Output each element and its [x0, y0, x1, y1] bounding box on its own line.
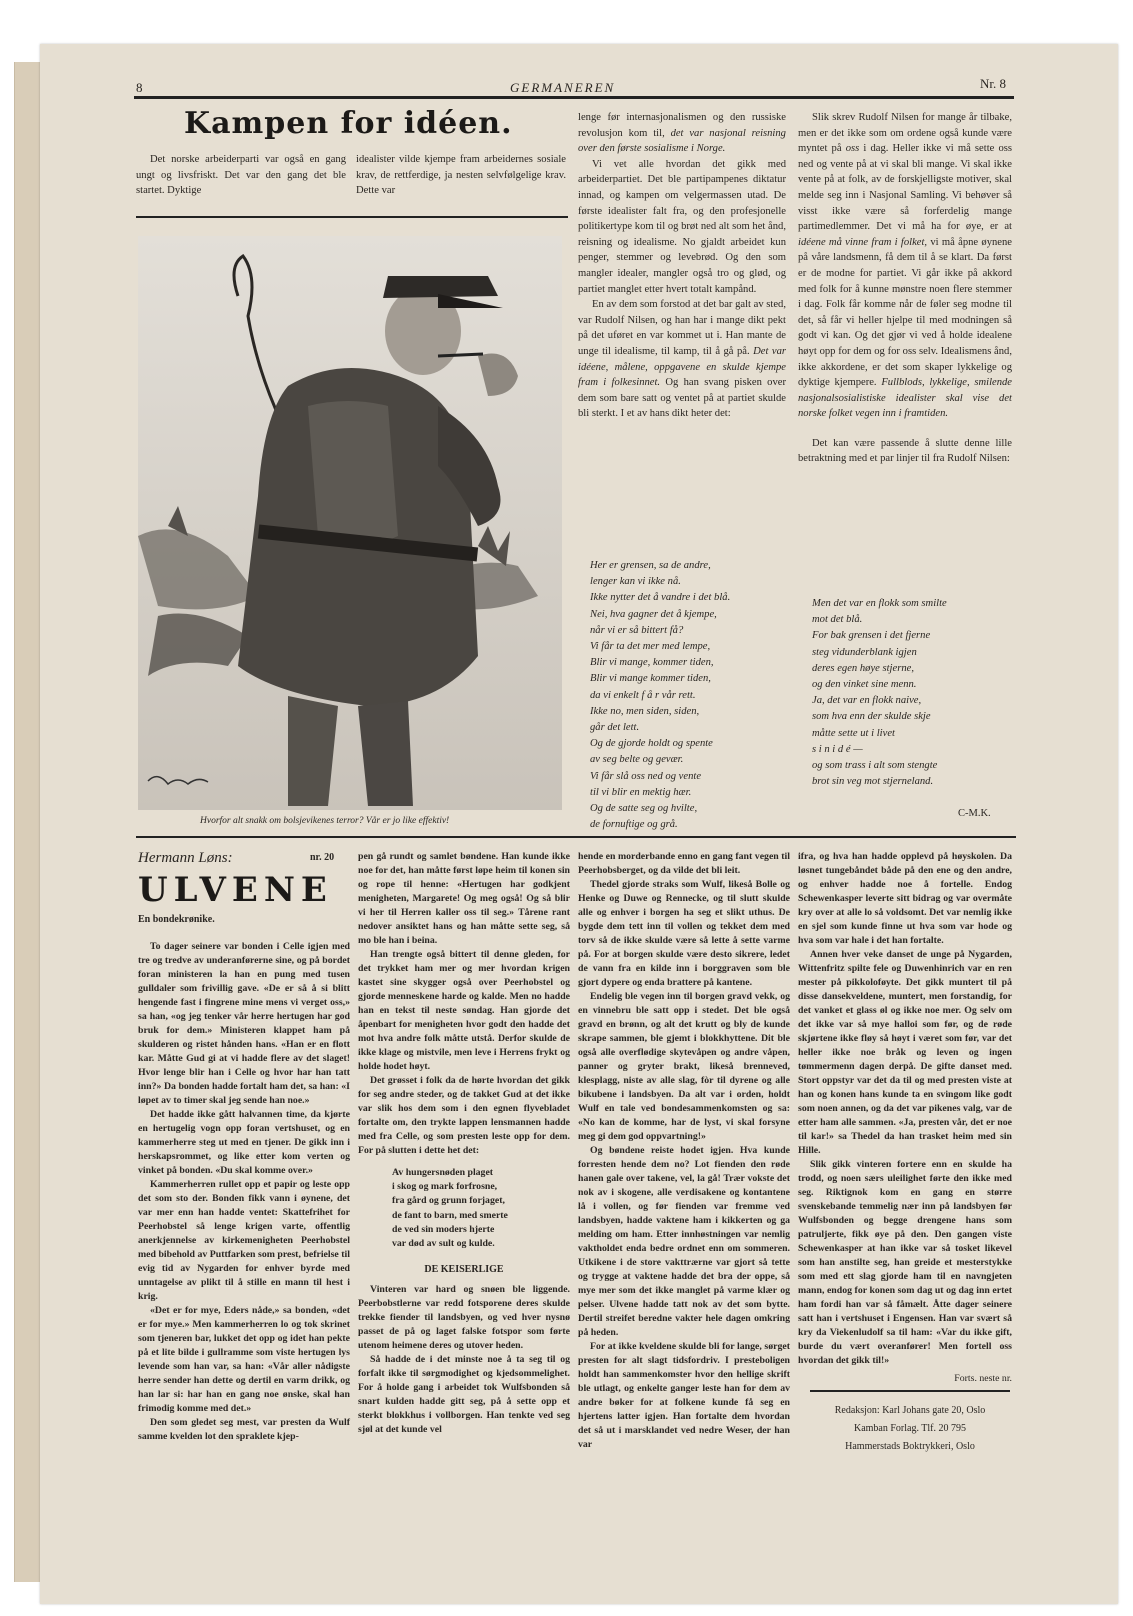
paragraph: Vinteren var hard og snøen ble liggende. Peerbobstlerne var redd fotsporene deres skulde trekke fiender til landsbyen, og ved hver nysnø passet de på og laget falske fotspor som førte utenom heimene deres og utover heden. — [358, 1284, 570, 1352]
paragraph: Vi vet alle hvordan det gikk med arbeiderpartiet. Det ble partipampenes diktatur innad, og kampen om velgermassen utad. De første idealister falt fra, og den profesjonelle politikertype kom til og brøt ned alt som het ånd, reisning og idealisme. No gjaldt arbeidet kun penger, stemmer og levebrød. Og den som mangler idealer, mangler også tro og glød, og partiet manglet etter hvert totalt kampånd. — [578, 158, 786, 295]
paragraph: Det hadde ikke gått halvannen time, da kjørte en hertugelig vogn opp foran vertshuset, og en kammerherre steg ut med en tjener. De gikk inn i herskapsrommet, og like etter kom verten og vinket på bonden. «Du skal komme over.» — [138, 1109, 350, 1176]
poem-line: steg vidunderblank igjen — [812, 646, 917, 658]
poem-line: Blir vi mange, kommer tiden, — [590, 657, 714, 669]
story-title: ULVENE — [138, 870, 333, 910]
poem-line: var død av sult og kulde. — [392, 1238, 495, 1250]
poem-line: og den vinket sine menn. — [812, 679, 917, 691]
text-run: En av dem som forstod at det bar galt av sted, var Rudolf Nilsen, og han har i mange dikt pekt på det uføret en var kommet ut i. Han mante de unge til idealisme, til kamp, til å gå på. — [578, 299, 786, 357]
article-intro-col1 — [136, 152, 346, 199]
poem-line: som hva enn der skulde skje — [812, 711, 931, 723]
poem-line: de fornuftige og grå. — [590, 819, 678, 831]
publication-name: GERMANEREN — [510, 80, 616, 95]
poem-line: Men det var en flokk som smilte — [812, 598, 947, 609]
illustration-caption: Hvorfor alt snakk om bolsjevikenes terror? Vår er jo like effektiv! — [200, 816, 450, 826]
poem-line: mot det blå. — [812, 614, 863, 626]
paragraph: pen gå rundt og samlet bøndene. Han kunde ikke noe for det, han måtte først løpe heim til konen sin og rope til henne: «Hertugen har godkjent menigheten, Margarete! Og meg også! Og så blir vi her til Herren kaller oss til seg.» Tårene rant nedover ansiktet hans og han måtte sette seg, så mo ble han i beina. — [358, 851, 570, 946]
poem-line: når vi er så bittert få? — [590, 624, 684, 636]
paragraph: Så hadde de i det minste noe å ta seg til og forfalt ikke til sørgmodighet og kjedsommelighet. For å holde gang i arbeidet tok Wulfsbonden så snart kulden hadde gitt seg, på å sette opp et sterkt blokkhus i vollborgen. Han tenkte ved seg sjøl at det kunde vel — [358, 1354, 570, 1436]
section-heading: DE KEISERLIGE — [424, 1264, 504, 1276]
paragraph: Den som gledet seg mest, var presten da Wulf samme kvelden lot den spraklete kjep- — [138, 1417, 350, 1442]
section-divider — [136, 836, 1016, 838]
paragraph: Det grøsset i folk da de hørte hvordan det gikk for seg andre steder, og de takket Gud at det ikke var slik hos dem som i den egnen flyvebladet fortalte om, den trykte lappen lensmannen hadde med fra Celle, og som presten leste opp for dem. For på slutten i dette het det: — [358, 1075, 570, 1156]
paragraph: To dager seinere var bonden i Celle igjen med tre og tredve av underanførerne sine, og på bordet foran ministeren la han en pung med tusen gulldaler som frivillig gave. «De er så å si blitt hengende fast i fingrene mine mens vi verget oss,» sa han, «og jeg tenker vår herre hertugen har god bruk for dem.» Ministeren klappet ham på skulderen og ristet hånden hans. «Han er en flott kar. Måtte Gud gi at vi hadde flere av det slaget! Hvor lenge blir han i Celle og hvor har han tatt inn?» Da bonden hadde fortalt ham det, sa han: «I løpet av to timer skal jeg sende han noe.» — [138, 941, 350, 1106]
text-run: i dag. Heller ikke vi må sette oss ned og vente på at vi skal bli mange. Vi skal ikke vente på at folk, av de forskjelligste motiver, skal melde seg inn i Nasjonal Samling. Vi behøver så visst ikke være så forferdelig mange partimedlemmer. Det vi må ha for øye, er at — [798, 143, 1013, 233]
italic-text-run: Fullblods, lykkelige, smilende nasjonalsosialistiske idealister skal vise det norske folket vegen inn i framtiden. — [798, 377, 1013, 420]
section-rule — [136, 216, 568, 218]
poem-line: lenger kan vi ikke nå. — [590, 576, 681, 588]
poem-line: da vi enkelt f å r vår rett. — [590, 689, 696, 701]
newspaper-page — [40, 44, 1118, 1604]
continued-notice: Forts. neste nr. — [954, 1373, 1012, 1384]
colophon-printer: Hammerstads Boktrykkeri, Oslo — [845, 1441, 975, 1452]
poem-line: Og de satte seg og hvilte, — [590, 803, 698, 815]
poem-line: Ikke no, men siden, siden, — [590, 705, 700, 717]
article-title: Kampen for idéen. — [184, 106, 513, 141]
story-col4 — [798, 850, 1012, 1386]
series-number: nr. 20 — [310, 852, 335, 863]
poem-rudolf-nilsen-1 — [590, 558, 730, 833]
poem-line: s i n i d é — — [812, 743, 863, 755]
poem-line: de ved sin moders hjerte — [392, 1223, 495, 1235]
italic-text-run: det var nasjonal reisning over den første sosialisme i Norge. — [578, 127, 786, 155]
page-number: 8 — [136, 80, 143, 95]
story-col1 — [138, 940, 350, 1444]
article-intro-col2 — [356, 152, 566, 199]
text-run: Og han svang pisken over dem som bare satt og ventet på at partiet skulde bli sterkt. I et av hans dikt heter det: — [578, 377, 786, 420]
poem-line: deres egen høye stjerne, — [812, 662, 914, 674]
story-col3 — [578, 850, 790, 1452]
paragraph: ifra, og hva han hadde opplevd på høyskolen. Da løsnet tungebåndet både på den ene og den andre, og enhver hadde noe å fortelle. Endog Schewenkasper leverte sitt bidrag og var overmåte kry over at alle lo så voldsomt. Det var nemlig ikke en sjel som kunde finne ut hva som var hode og hva som var hale i det han fortalte. — [798, 851, 1012, 946]
poem-line: For bak grensen i det fjerne — [812, 630, 931, 642]
issue-number: Nr. 8 — [980, 76, 1006, 91]
poem-line: Blir vi mange kommer tiden, — [590, 673, 711, 685]
text-run: vi må åpne øynene på våre landsmenn, få dem til å se klart. Da først er de modne for partiet. Vi går ikke på akkord med folk for å kunne mønstre noen flere stemmer i dag. Folk får komme når de føler seg modne til det, så får vi heller hjelpe til med modningen så godt vi kan. Og det gjør vi ved å holde idealene høyt opp for dem og for oss selv. Idealismens ånd, ikke akkordene, er det som skaper lykkelige og dyktige kjempere. — [798, 236, 1012, 389]
poem-line: går det lett. — [590, 722, 640, 734]
colophon-publisher: Kamban Forlag. Tlf. 20 795 — [853, 1423, 967, 1434]
paragraph: Han trengte også bittert til denne gleden, for det trykket ham mer og mer hvordan krigen kastet sine skygger også over Peerhobstel og gjorde menneskene harde og kalde. Men no hadde han en tekst til neste søndag. Han gjorde det åpenbart for menigheten hvor godt den hadde det mot hva andre folk måtte utstå. Derfor skulde de ikke klage og mistvile, men leve i Herrens frykt og holde hodet høyt. — [358, 949, 570, 1072]
story-col2 — [358, 850, 570, 1437]
poem-line: Av hungersnøden plaget — [392, 1167, 494, 1178]
poem-rudolf-nilsen-2 — [812, 596, 947, 790]
text-run: Slik skrev Rudolf Nilsen for mange år tilbake, men er det ikke som om ordene også kunde være myntet på — [798, 112, 1012, 155]
paragraph: Annen hver veke danset de unge på Nygarden, Wittenfritz spilte fele og Duwenhinrich var en ren mester på pikkoloføyte. Det gikk muntert til på disse dansekveldene, muntert, men forstandig, for det vanket et glass øl og ikke noe mer. Og selv om det ikke var så mye halloi som før, og de røde skjørtene ikke fløy så høyt i været som før, var det heller ikke noe bråk og leven og ingen tømmermenn dagen derpå. De gifte danset med. Stort oppstyr var det da til og med presten viste at han og konen hans kunde ta en svingom like godt som noen annen, og da det var pikenes valg, var de etter ham alle sammen. «Ja, presten vår, det er noe til kar!» sa Thedel da han trasket heim med sin Hille. — [798, 949, 1012, 1156]
poem-line: Ja, det var en flokk naive, — [812, 695, 922, 707]
story-author: Hermann Løns: — [138, 850, 233, 866]
italic-text-run: idéene må vinne fram i folket, — [798, 236, 928, 248]
paragraph: Det kan være passende å slutte denne lille betraktning med et par linjer til fra Rudolf Nilsen: — [798, 437, 1012, 465]
poem-line: i skog og mark forfrosne, — [392, 1181, 498, 1193]
cartoon-illustration — [138, 236, 562, 810]
poem-line: Her er grensen, sa de andre, — [590, 560, 711, 571]
poem-line: Nei, hva gagner det å kjempe, — [590, 608, 717, 620]
paragraph: Og bøndene reiste hodet igjen. Hva kunde forresten hende dem no? Lot fienden den røde hanen gale over takene, vel, la gå! Trær vokste det nok av i skogene, alle verdisakene og kontantene lå i vollen, og før fienden var fremme ved landsbyen, hadde vaktene ham i kikkerten og ga melding om ham. Etter innhøstningen var nemlig vaktholdet enda bedre ordnet enn om sommeren. Utkikene i de store vakttrærne var gjort så tette og trygge at vaktene hadde det bra der oppe, så mye mer som det ikke manglet på varme klær og pelser. Ulvene hadde tatt nok av det som bytte. Dertil streifet beredne vakter hele dagen omkring på heden. — [578, 1145, 790, 1338]
story-poem — [392, 1166, 570, 1251]
poem-line: brot sin veg mot stjerneland. — [812, 776, 934, 788]
poem-line: Ikke nytter det å vandre i det blå. — [590, 592, 731, 604]
paragraph: idealister vilde kjempe fram arbeidernes sosiale krav, de rettferdige, ja nesten selvfølgelige krav. Dette var — [356, 154, 566, 197]
paragraph: Kammerherren rullet opp et papir og leste opp det som sto der. Bonden fikk vann i øynene, det var mer enn han hadde ventet: Skattefrihet for Peerhobstel så lenge krigen varte, offentlig anerkjennelse av kirkemenigheten Peerhobstel med bibehold av Puttfarken som prest, befrielse til evig tid av Nygarden for enhver byrde med unntagelse av plikt til å stille en mann til hest i krig. — [138, 1179, 350, 1302]
poem-line: og som trass i alt som stengte — [812, 760, 938, 772]
masthead-rule — [134, 96, 1014, 99]
colophon — [810, 1402, 1010, 1456]
soldier-cartoon-image — [138, 236, 562, 810]
italic-text-run: oss — [845, 143, 860, 155]
poem-line: måtte sette ut i livet — [812, 727, 895, 739]
poem-line: til vi blir en mektig hær. — [590, 786, 692, 798]
paragraph: Slik gikk vinteren fortere enn en skulde ha trodd, og noen særs uleilighet førte den ikke med seg. Riktignok kom en gang en større svenskebande temmelig nær inn på landsbyen før Wulfsbonden og begge drengene hans som patruljerte, fikk øye på den. Den gangen viste Schewenkasper at han ikke var så tosket likevel som han anstilte seg, han greide et mesterstykke som med ett slag gjorde ham til en navngjeten mann, endog for konen som dag ut og dag inn ertet ham fordi han var så fåmælt. Åtte dager seinere satt han i vertshuset i Engensen. Han var svært så kry da Viekenludolf sa til ham: «Var du ikke gift, burde du vært overanfører! Men fortell oss hvordan det gikk til!» — [798, 1159, 1012, 1366]
poem-line: Vi får slå oss ned og vente — [590, 770, 702, 782]
italic-text-run: Det var idéene, målene, oppgavene en skulde kjempe fram i folkesinnet. — [578, 345, 786, 389]
article-col4 — [798, 110, 1012, 467]
poem-line: Vi får ta det mer med lempe, — [590, 641, 711, 653]
paragraph: «Det er for mye, Eders nåde,» sa bonden, «det er for mye.» Men kammerherren lo og tok skrinet som tjeneren bar, lukket det opp og idet han pekte på et lite bilde i gullramme som viste hertugen lys levende som han var, sa han: «Vår aller nådigste herre sender han dette og dertil en varm drikk, og han lar si: har han en gang noe ønske, skal han frimodig komme med det.» — [138, 1305, 350, 1414]
paragraph: Det norske arbeiderparti var også en gang ungt og livsfriskt. Det var den gang det ble startet. Dyktige — [136, 154, 346, 197]
paragraph: Endelig ble vegen inn til borgen gravd vekk, og en vinnebru ble satt opp i stedet. Det ble også gravd en brønn, og alt det krutt og bly de kunde skrape sammen, ble gjemt i blokkhyttene. Dit ble også alle overflødige skytevåpen og andre våpen, panner og gryter brakt, likeså brenneved, klesplagg, niste av alle slag, fòr til dyrene og alle bikubene i landsbyen. Da alt var i orden, holdt Wulf en tale ved bondesammenkomsten og sa: «No kan de komme, har de lyst, vi skal forsyne meg gi dem god oppvartning!» — [578, 991, 790, 1142]
story-subtitle: En bondekrønike. — [138, 914, 215, 925]
article-col3 — [578, 110, 786, 422]
poem-line: de fant to barn, med smerte — [392, 1209, 508, 1221]
paragraph: For at ikke kveldene skulde bli for lange, sørget presten for alt slagt tidsfordriv. I presteboligen holdt han sammenkomster hvor den hellige skrift ble utlagt, og enkelte ganger leste han for dem av andre bøker for at folkene kunde få seg en hjertens latter igjen. Han fortalte dem hvordan det så ut i marsklandet ved nedre Weser, der han var — [578, 1341, 790, 1450]
paragraph: Thedel gjorde straks som Wulf, likeså Bolle og Henke og Duwe og Rennecke, og til slutt skulde alle og enhver i borgen ha seg et slikt uthus. De bygde dem tett inn til vollen og tekket dem med torv så de ikke skulde være så lette å sette varme på. For at borgen skulde være desto sikrere, ledet de vann fra en kilde inn i borggraven som ble gjort dypere og enda brattere på kantene. — [578, 879, 790, 988]
poem-line: Og de gjorde holdt og spente — [590, 738, 713, 750]
poem-line: av seg belte og gevær. — [590, 754, 684, 766]
paragraph: hende en morderbande enno en gang fant vegen til Peerhobsberget, og da vilde det bli leit. — [578, 851, 790, 876]
colophon-address: Redaksjon: Karl Johans gate 20, Oslo — [834, 1405, 986, 1416]
text-run: lenge før internasjonalismen og den russiske revolusjon kom til, — [578, 112, 786, 139]
poem-line: fra gård og grunn forjaget, — [392, 1195, 505, 1207]
colophon-rule — [810, 1390, 1010, 1392]
author-signature: C-M.K. — [958, 808, 991, 819]
